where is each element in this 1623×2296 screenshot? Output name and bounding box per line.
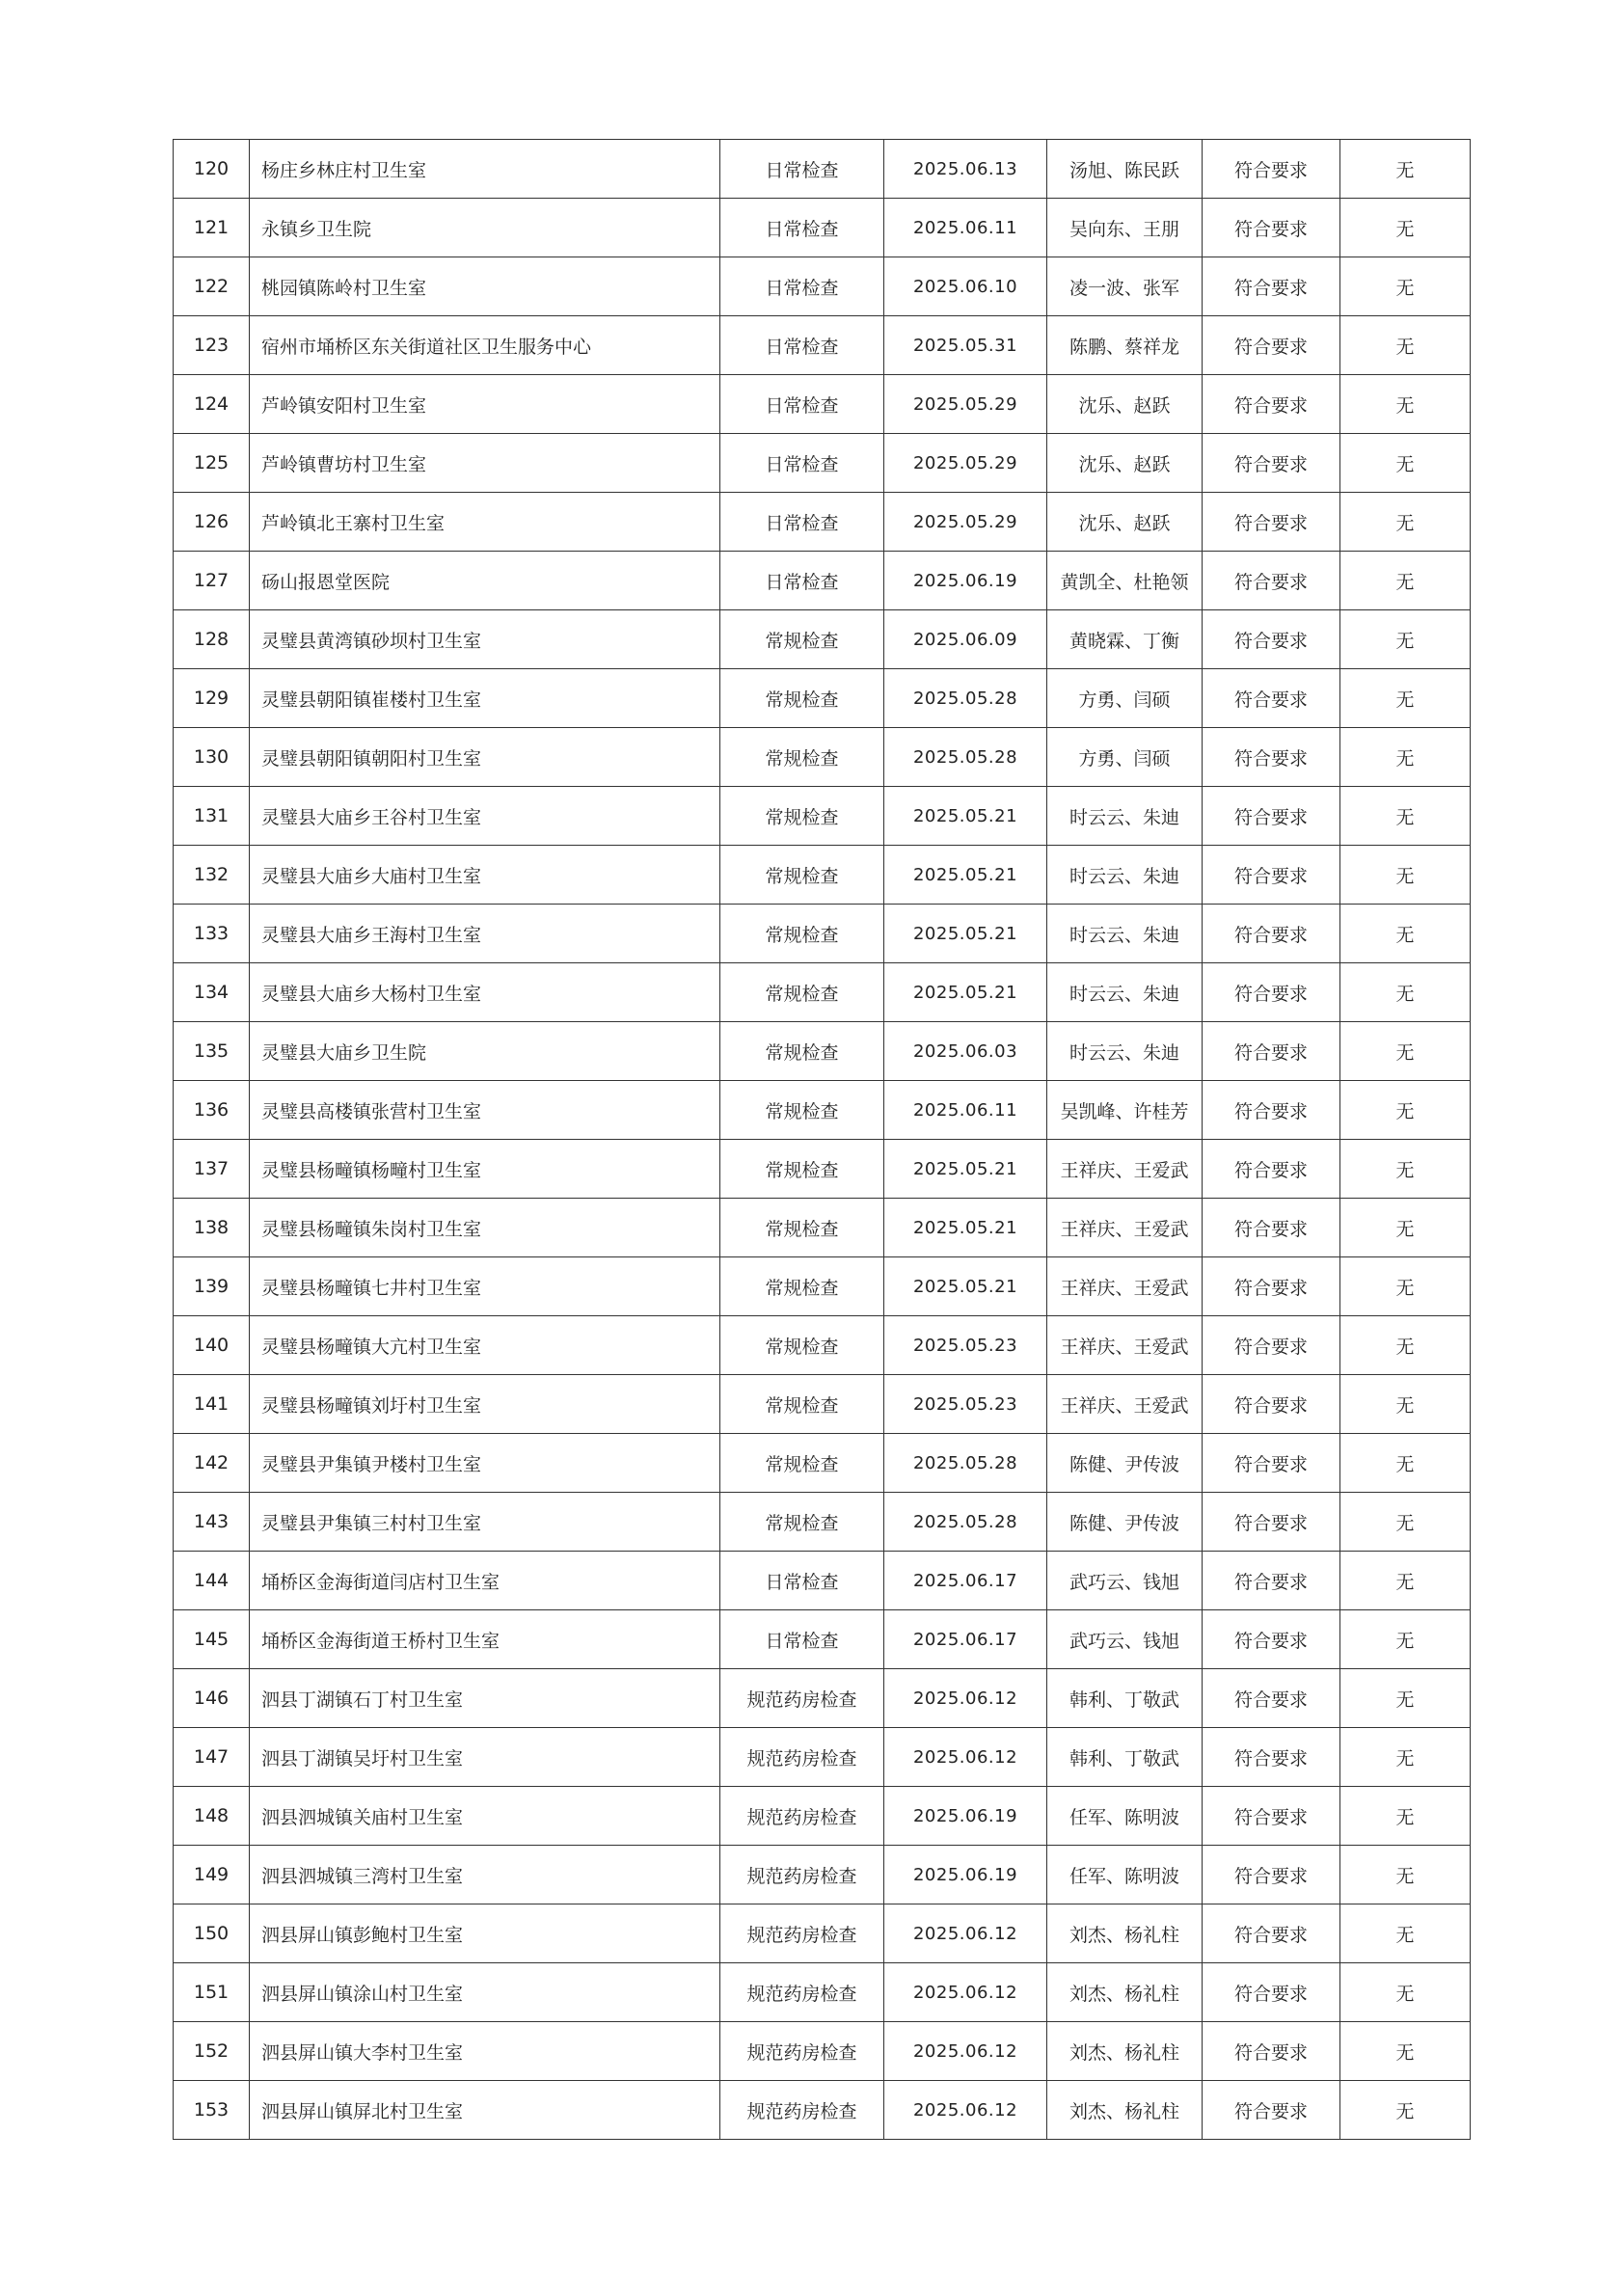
inspection-result-cell: 符合要求 xyxy=(1203,552,1340,610)
inspection-result-cell: 符合要求 xyxy=(1203,2022,1340,2081)
table-row xyxy=(174,787,1471,846)
inspection-result-cell: 符合要求 xyxy=(1203,375,1340,434)
table-row xyxy=(174,728,1471,787)
issues-found-cell: 无 xyxy=(1340,2081,1471,2140)
inspection-date-cell: 2025.06.12 xyxy=(884,1728,1047,1787)
inspection-date-cell: 2025.05.31 xyxy=(884,316,1047,375)
issues-found-cell: 无 xyxy=(1340,1257,1471,1316)
inspection-date-cell: 2025.05.21 xyxy=(884,787,1047,846)
inspection-date-cell: 2025.05.21 xyxy=(884,1140,1047,1199)
inspection-result-cell: 符合要求 xyxy=(1203,846,1340,905)
inspection-date-cell: 2025.06.19 xyxy=(884,1846,1047,1904)
inspection-result-cell: 符合要求 xyxy=(1203,1669,1340,1728)
inspection-type-cell: 规范药房检查 xyxy=(720,1846,884,1904)
row-number-cell: 153 xyxy=(174,2081,250,2140)
row-number-cell: 128 xyxy=(174,610,250,669)
inspection-result-cell: 符合要求 xyxy=(1203,2081,1340,2140)
issues-found-cell: 无 xyxy=(1340,434,1471,493)
inspection-date-cell: 2025.06.19 xyxy=(884,552,1047,610)
table-row xyxy=(174,1199,1471,1257)
table-row xyxy=(174,316,1471,375)
inspection-result-cell: 符合要求 xyxy=(1203,1787,1340,1846)
inspection-date-cell: 2025.05.29 xyxy=(884,375,1047,434)
inspection-type-cell: 常规检查 xyxy=(720,728,884,787)
issues-found-cell: 无 xyxy=(1340,610,1471,669)
inspection-result-cell: 符合要求 xyxy=(1203,1552,1340,1610)
row-number-cell: 147 xyxy=(174,1728,250,1787)
table-row xyxy=(174,1610,1471,1669)
row-number-cell: 136 xyxy=(174,1081,250,1140)
inspected-unit-cell: 灵璧县朝阳镇朝阳村卫生室 xyxy=(250,728,720,787)
row-number-cell: 131 xyxy=(174,787,250,846)
inspectors-cell: 黄晓霖、丁衡 xyxy=(1047,610,1203,669)
inspected-unit-cell: 桃园镇陈岭村卫生室 xyxy=(250,257,720,316)
inspection-type-cell: 规范药房检查 xyxy=(720,1728,884,1787)
table-row xyxy=(174,2081,1471,2140)
inspected-unit-cell: 灵璧县尹集镇三村村卫生室 xyxy=(250,1493,720,1552)
row-number-cell: 134 xyxy=(174,963,250,1022)
table-row xyxy=(174,1493,1471,1552)
inspection-type-cell: 日常检查 xyxy=(720,1610,884,1669)
inspection-type-cell: 常规检查 xyxy=(720,610,884,669)
inspection-date-cell: 2025.06.03 xyxy=(884,1022,1047,1081)
table-row xyxy=(174,1022,1471,1081)
row-number-cell: 137 xyxy=(174,1140,250,1199)
inspection-type-cell: 规范药房检查 xyxy=(720,2081,884,2140)
table-row xyxy=(174,140,1471,199)
inspected-unit-cell: 芦岭镇曹坊村卫生室 xyxy=(250,434,720,493)
row-number-cell: 145 xyxy=(174,1610,250,1669)
inspectors-cell: 汤旭、陈民跃 xyxy=(1047,140,1203,199)
inspectors-cell: 王祥庆、王爱武 xyxy=(1047,1316,1203,1375)
row-number-cell: 142 xyxy=(174,1434,250,1493)
inspection-type-cell: 常规检查 xyxy=(720,787,884,846)
table-row xyxy=(174,1257,1471,1316)
inspectors-cell: 方勇、闫硕 xyxy=(1047,669,1203,728)
inspection-type-cell: 日常检查 xyxy=(720,199,884,257)
inspection-date-cell: 2025.05.21 xyxy=(884,1257,1047,1316)
issues-found-cell: 无 xyxy=(1340,1140,1471,1199)
table-row xyxy=(174,1434,1471,1493)
inspection-type-cell: 规范药房检查 xyxy=(720,1904,884,1963)
inspected-unit-cell: 埇桥区金海街道闫店村卫生室 xyxy=(250,1552,720,1610)
issues-found-cell: 无 xyxy=(1340,1199,1471,1257)
inspectors-cell: 时云云、朱迪 xyxy=(1047,846,1203,905)
table-row xyxy=(174,669,1471,728)
row-number-cell: 150 xyxy=(174,1904,250,1963)
inspection-type-cell: 规范药房检查 xyxy=(720,1669,884,1728)
inspection-date-cell: 2025.05.29 xyxy=(884,434,1047,493)
inspection-type-cell: 常规检查 xyxy=(720,1434,884,1493)
inspection-date-cell: 2025.06.13 xyxy=(884,140,1047,199)
inspected-unit-cell: 灵璧县杨疃镇朱岗村卫生室 xyxy=(250,1199,720,1257)
inspected-unit-cell: 泗县泗城镇关庙村卫生室 xyxy=(250,1787,720,1846)
inspectors-cell: 陈健、尹传波 xyxy=(1047,1493,1203,1552)
table-row xyxy=(174,257,1471,316)
inspection-type-cell: 常规检查 xyxy=(720,1081,884,1140)
inspection-date-cell: 2025.05.28 xyxy=(884,1434,1047,1493)
inspection-date-cell: 2025.05.21 xyxy=(884,905,1047,963)
table-row xyxy=(174,1316,1471,1375)
table-row xyxy=(174,1963,1471,2022)
issues-found-cell: 无 xyxy=(1340,1022,1471,1081)
inspection-result-cell: 符合要求 xyxy=(1203,1963,1340,2022)
inspectors-cell: 黄凯全、杜艳领 xyxy=(1047,552,1203,610)
row-number-cell: 135 xyxy=(174,1022,250,1081)
inspectors-cell: 武巧云、钱旭 xyxy=(1047,1552,1203,1610)
issues-found-cell: 无 xyxy=(1340,1316,1471,1375)
inspectors-cell: 刘杰、杨礼柱 xyxy=(1047,1963,1203,2022)
inspection-result-cell: 符合要求 xyxy=(1203,1316,1340,1375)
inspected-unit-cell: 泗县屏山镇彭鲍村卫生室 xyxy=(250,1904,720,1963)
row-number-cell: 133 xyxy=(174,905,250,963)
row-number-cell: 122 xyxy=(174,257,250,316)
inspectors-cell: 时云云、朱迪 xyxy=(1047,787,1203,846)
inspected-unit-cell: 永镇乡卫生院 xyxy=(250,199,720,257)
inspectors-cell: 时云云、朱迪 xyxy=(1047,1022,1203,1081)
inspection-result-cell: 符合要求 xyxy=(1203,1493,1340,1552)
table-row xyxy=(174,2022,1471,2081)
inspectors-cell: 王祥庆、王爱武 xyxy=(1047,1140,1203,1199)
row-number-cell: 130 xyxy=(174,728,250,787)
inspectors-cell: 任军、陈明波 xyxy=(1047,1787,1203,1846)
inspectors-cell: 时云云、朱迪 xyxy=(1047,963,1203,1022)
row-number-cell: 123 xyxy=(174,316,250,375)
inspected-unit-cell: 砀山报恩堂医院 xyxy=(250,552,720,610)
inspection-type-cell: 日常检查 xyxy=(720,552,884,610)
inspected-unit-cell: 灵璧县杨疃镇杨疃村卫生室 xyxy=(250,1140,720,1199)
issues-found-cell: 无 xyxy=(1340,905,1471,963)
row-number-cell: 129 xyxy=(174,669,250,728)
inspection-type-cell: 常规检查 xyxy=(720,669,884,728)
inspection-result-cell: 符合要求 xyxy=(1203,1904,1340,1963)
inspection-type-cell: 规范药房检查 xyxy=(720,1963,884,2022)
row-number-cell: 149 xyxy=(174,1846,250,1904)
table-row xyxy=(174,1787,1471,1846)
row-number-cell: 146 xyxy=(174,1669,250,1728)
inspection-result-cell: 符合要求 xyxy=(1203,905,1340,963)
row-number-cell: 139 xyxy=(174,1257,250,1316)
table-row xyxy=(174,1375,1471,1434)
issues-found-cell: 无 xyxy=(1340,787,1471,846)
row-number-cell: 143 xyxy=(174,1493,250,1552)
issues-found-cell: 无 xyxy=(1340,1669,1471,1728)
inspection-date-cell: 2025.05.28 xyxy=(884,1493,1047,1552)
inspection-date-cell: 2025.05.23 xyxy=(884,1316,1047,1375)
inspection-date-cell: 2025.05.21 xyxy=(884,963,1047,1022)
inspection-result-cell: 符合要求 xyxy=(1203,1375,1340,1434)
inspected-unit-cell: 芦岭镇北王寨村卫生室 xyxy=(250,493,720,552)
inspection-result-cell: 符合要求 xyxy=(1203,1846,1340,1904)
inspectors-cell: 凌一波、张军 xyxy=(1047,257,1203,316)
inspection-type-cell: 日常检查 xyxy=(720,375,884,434)
inspection-type-cell: 日常检查 xyxy=(720,257,884,316)
table-row xyxy=(174,199,1471,257)
issues-found-cell: 无 xyxy=(1340,2022,1471,2081)
inspectors-cell: 王祥庆、王爱武 xyxy=(1047,1375,1203,1434)
issues-found-cell: 无 xyxy=(1340,1846,1471,1904)
inspection-result-cell: 符合要求 xyxy=(1203,1257,1340,1316)
inspected-unit-cell: 杨庄乡林庄村卫生室 xyxy=(250,140,720,199)
inspected-unit-cell: 灵璧县杨疃镇大亢村卫生室 xyxy=(250,1316,720,1375)
inspectors-cell: 武巧云、钱旭 xyxy=(1047,1610,1203,1669)
table-row xyxy=(174,1552,1471,1610)
inspection-type-cell: 日常检查 xyxy=(720,1552,884,1610)
issues-found-cell: 无 xyxy=(1340,1787,1471,1846)
inspection-date-cell: 2025.06.09 xyxy=(884,610,1047,669)
inspected-unit-cell: 灵璧县大庙乡王谷村卫生室 xyxy=(250,787,720,846)
table-row xyxy=(174,552,1471,610)
inspection-type-cell: 常规检查 xyxy=(720,905,884,963)
inspectors-cell: 韩利、丁敬武 xyxy=(1047,1669,1203,1728)
inspection-date-cell: 2025.06.10 xyxy=(884,257,1047,316)
inspection-type-cell: 常规检查 xyxy=(720,1140,884,1199)
inspection-date-cell: 2025.05.29 xyxy=(884,493,1047,552)
table-row xyxy=(174,1728,1471,1787)
inspection-result-cell: 符合要求 xyxy=(1203,1434,1340,1493)
inspected-unit-cell: 灵璧县朝阳镇崔楼村卫生室 xyxy=(250,669,720,728)
inspection-date-cell: 2025.05.21 xyxy=(884,1199,1047,1257)
inspectors-cell: 沈乐、赵跃 xyxy=(1047,493,1203,552)
inspected-unit-cell: 灵璧县杨疃镇刘圩村卫生室 xyxy=(250,1375,720,1434)
inspected-unit-cell: 泗县屏山镇涂山村卫生室 xyxy=(250,1963,720,2022)
inspection-date-cell: 2025.06.19 xyxy=(884,1787,1047,1846)
inspection-type-cell: 日常检查 xyxy=(720,316,884,375)
inspected-unit-cell: 泗县泗城镇三湾村卫生室 xyxy=(250,1846,720,1904)
table-row xyxy=(174,610,1471,669)
inspection-records-table xyxy=(173,139,1471,2140)
inspection-date-cell: 2025.06.11 xyxy=(884,1081,1047,1140)
inspection-type-cell: 常规检查 xyxy=(720,1022,884,1081)
inspectors-cell: 刘杰、杨礼柱 xyxy=(1047,2022,1203,2081)
table-row xyxy=(174,1669,1471,1728)
row-number-cell: 125 xyxy=(174,434,250,493)
inspection-result-cell: 符合要求 xyxy=(1203,493,1340,552)
inspected-unit-cell: 灵璧县大庙乡大庙村卫生室 xyxy=(250,846,720,905)
table-row xyxy=(174,1140,1471,1199)
inspection-type-cell: 常规检查 xyxy=(720,846,884,905)
inspection-date-cell: 2025.06.12 xyxy=(884,2081,1047,2140)
inspected-unit-cell: 泗县屏山镇大李村卫生室 xyxy=(250,2022,720,2081)
inspectors-cell: 刘杰、杨礼柱 xyxy=(1047,2081,1203,2140)
table-row xyxy=(174,1904,1471,1963)
inspection-result-cell: 符合要求 xyxy=(1203,316,1340,375)
inspection-result-cell: 符合要求 xyxy=(1203,728,1340,787)
issues-found-cell: 无 xyxy=(1340,728,1471,787)
issues-found-cell: 无 xyxy=(1340,1610,1471,1669)
inspection-type-cell: 日常检查 xyxy=(720,493,884,552)
table-row xyxy=(174,1846,1471,1904)
row-number-cell: 121 xyxy=(174,199,250,257)
inspectors-cell: 沈乐、赵跃 xyxy=(1047,434,1203,493)
row-number-cell: 126 xyxy=(174,493,250,552)
issues-found-cell: 无 xyxy=(1340,1493,1471,1552)
inspected-unit-cell: 埇桥区金海街道王桥村卫生室 xyxy=(250,1610,720,1669)
inspection-result-cell: 符合要求 xyxy=(1203,1140,1340,1199)
issues-found-cell: 无 xyxy=(1340,846,1471,905)
inspection-type-cell: 常规检查 xyxy=(720,1316,884,1375)
inspection-type-cell: 常规检查 xyxy=(720,1493,884,1552)
row-number-cell: 138 xyxy=(174,1199,250,1257)
issues-found-cell: 无 xyxy=(1340,493,1471,552)
row-number-cell: 144 xyxy=(174,1552,250,1610)
row-number-cell: 124 xyxy=(174,375,250,434)
issues-found-cell: 无 xyxy=(1340,140,1471,199)
inspectors-cell: 陈鹏、蔡祥龙 xyxy=(1047,316,1203,375)
inspected-unit-cell: 灵璧县黄湾镇砂坝村卫生室 xyxy=(250,610,720,669)
row-number-cell: 140 xyxy=(174,1316,250,1375)
inspection-result-cell: 符合要求 xyxy=(1203,787,1340,846)
inspection-result-cell: 符合要求 xyxy=(1203,1728,1340,1787)
inspectors-cell: 吴凯峰、许桂芳 xyxy=(1047,1081,1203,1140)
issues-found-cell: 无 xyxy=(1340,1904,1471,1963)
inspection-date-cell: 2025.05.28 xyxy=(884,669,1047,728)
inspection-date-cell: 2025.05.28 xyxy=(884,728,1047,787)
inspectors-cell: 吴向东、王朋 xyxy=(1047,199,1203,257)
inspection-date-cell: 2025.06.12 xyxy=(884,1963,1047,2022)
inspectors-cell: 时云云、朱迪 xyxy=(1047,905,1203,963)
inspection-type-cell: 常规检查 xyxy=(720,1199,884,1257)
inspection-type-cell: 常规检查 xyxy=(720,1375,884,1434)
table-row xyxy=(174,905,1471,963)
issues-found-cell: 无 xyxy=(1340,963,1471,1022)
inspection-type-cell: 常规检查 xyxy=(720,1257,884,1316)
inspection-date-cell: 2025.05.23 xyxy=(884,1375,1047,1434)
inspection-type-cell: 日常检查 xyxy=(720,434,884,493)
inspectors-cell: 韩利、丁敬武 xyxy=(1047,1728,1203,1787)
inspection-result-cell: 符合要求 xyxy=(1203,610,1340,669)
issues-found-cell: 无 xyxy=(1340,552,1471,610)
inspectors-cell: 王祥庆、王爱武 xyxy=(1047,1199,1203,1257)
inspectors-cell: 陈健、尹传波 xyxy=(1047,1434,1203,1493)
issues-found-cell: 无 xyxy=(1340,199,1471,257)
inspected-unit-cell: 灵璧县尹集镇尹楼村卫生室 xyxy=(250,1434,720,1493)
issues-found-cell: 无 xyxy=(1340,375,1471,434)
inspection-type-cell: 日常检查 xyxy=(720,140,884,199)
inspection-date-cell: 2025.06.12 xyxy=(884,2022,1047,2081)
inspectors-cell: 沈乐、赵跃 xyxy=(1047,375,1203,434)
inspection-date-cell: 2025.06.11 xyxy=(884,199,1047,257)
inspected-unit-cell: 灵璧县大庙乡大杨村卫生室 xyxy=(250,963,720,1022)
row-number-cell: 120 xyxy=(174,140,250,199)
issues-found-cell: 无 xyxy=(1340,316,1471,375)
inspection-result-cell: 符合要求 xyxy=(1203,1610,1340,1669)
inspected-unit-cell: 泗县丁湖镇吴圩村卫生室 xyxy=(250,1728,720,1787)
inspection-result-cell: 符合要求 xyxy=(1203,963,1340,1022)
row-number-cell: 152 xyxy=(174,2022,250,2081)
inspection-date-cell: 2025.06.12 xyxy=(884,1669,1047,1728)
inspection-result-cell: 符合要求 xyxy=(1203,199,1340,257)
row-number-cell: 151 xyxy=(174,1963,250,2022)
inspection-date-cell: 2025.06.17 xyxy=(884,1552,1047,1610)
inspection-result-cell: 符合要求 xyxy=(1203,1199,1340,1257)
table-row xyxy=(174,434,1471,493)
row-number-cell: 132 xyxy=(174,846,250,905)
inspection-result-cell: 符合要求 xyxy=(1203,257,1340,316)
inspected-unit-cell: 灵璧县杨疃镇七井村卫生室 xyxy=(250,1257,720,1316)
inspected-unit-cell: 灵璧县大庙乡卫生院 xyxy=(250,1022,720,1081)
inspection-result-cell: 符合要求 xyxy=(1203,434,1340,493)
row-number-cell: 141 xyxy=(174,1375,250,1434)
table-row xyxy=(174,963,1471,1022)
inspection-date-cell: 2025.05.21 xyxy=(884,846,1047,905)
inspected-unit-cell: 灵璧县大庙乡王海村卫生室 xyxy=(250,905,720,963)
inspectors-cell: 方勇、闫硕 xyxy=(1047,728,1203,787)
table-row xyxy=(174,493,1471,552)
inspected-unit-cell: 泗县屏山镇屏北村卫生室 xyxy=(250,2081,720,2140)
inspection-type-cell: 规范药房检查 xyxy=(720,1787,884,1846)
inspection-result-cell: 符合要求 xyxy=(1203,140,1340,199)
table-row xyxy=(174,375,1471,434)
inspection-date-cell: 2025.06.12 xyxy=(884,1904,1047,1963)
issues-found-cell: 无 xyxy=(1340,257,1471,316)
inspection-type-cell: 规范药房检查 xyxy=(720,2022,884,2081)
inspected-unit-cell: 宿州市埇桥区东关街道社区卫生服务中心 xyxy=(250,316,720,375)
inspected-unit-cell: 灵璧县高楼镇张营村卫生室 xyxy=(250,1081,720,1140)
inspectors-cell: 刘杰、杨礼柱 xyxy=(1047,1904,1203,1963)
issues-found-cell: 无 xyxy=(1340,1081,1471,1140)
issues-found-cell: 无 xyxy=(1340,669,1471,728)
table-row xyxy=(174,846,1471,905)
table-row xyxy=(174,1081,1471,1140)
inspection-type-cell: 常规检查 xyxy=(720,963,884,1022)
issues-found-cell: 无 xyxy=(1340,1434,1471,1493)
row-number-cell: 127 xyxy=(174,552,250,610)
inspected-unit-cell: 芦岭镇安阳村卫生室 xyxy=(250,375,720,434)
issues-found-cell: 无 xyxy=(1340,1552,1471,1610)
inspection-result-cell: 符合要求 xyxy=(1203,669,1340,728)
inspection-date-cell: 2025.06.17 xyxy=(884,1610,1047,1669)
issues-found-cell: 无 xyxy=(1340,1963,1471,2022)
inspectors-cell: 任军、陈明波 xyxy=(1047,1846,1203,1904)
issues-found-cell: 无 xyxy=(1340,1375,1471,1434)
inspection-result-cell: 符合要求 xyxy=(1203,1081,1340,1140)
issues-found-cell: 无 xyxy=(1340,1728,1471,1787)
inspectors-cell: 王祥庆、王爱武 xyxy=(1047,1257,1203,1316)
inspection-result-cell: 符合要求 xyxy=(1203,1022,1340,1081)
row-number-cell: 148 xyxy=(174,1787,250,1846)
table-body xyxy=(174,140,1471,2140)
inspected-unit-cell: 泗县丁湖镇石丁村卫生室 xyxy=(250,1669,720,1728)
